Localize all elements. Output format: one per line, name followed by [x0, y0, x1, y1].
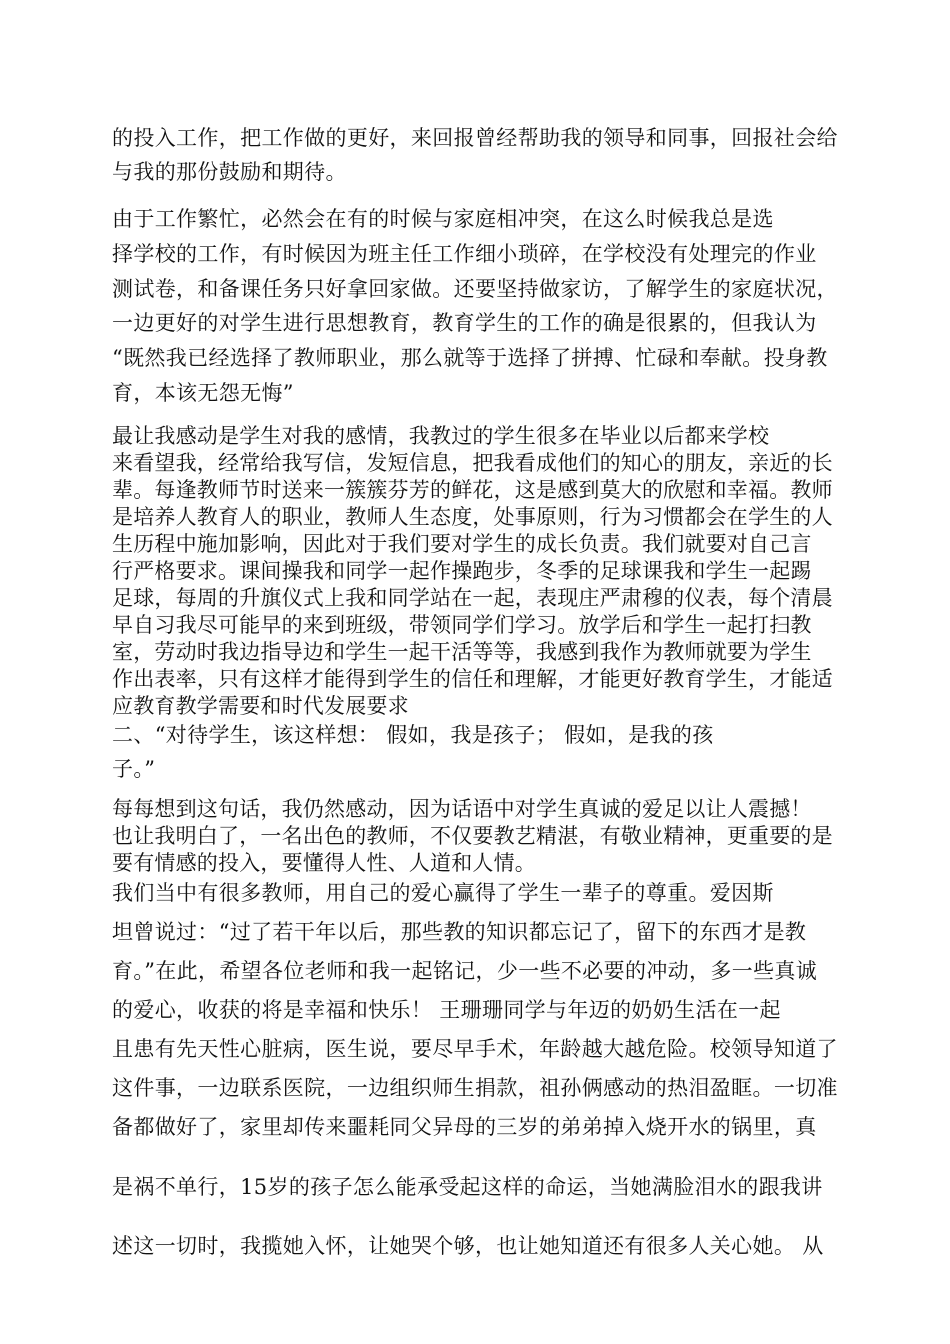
text-line: 足球，每周的升旗仪式上我和同学站在一起，表现庄严肃穆的仪表，每个清晨 [112, 586, 833, 610]
text-line: 应教育教学需要和时代发展要求 [112, 694, 409, 718]
text-line: 测试卷，和备课任务只好拿回家做。还要坚持做家访，了解学生的家庭状况， [112, 277, 838, 301]
text-line: 育。”在此，希望各位老师和我一起铭记，少一些不必要的冲动，多一些真诚 [112, 959, 818, 983]
text-line: 子。” [112, 757, 156, 781]
text-line: 每每想到这句话，我仍然感动，因为话语中对学生真诚的爱足以让人震撼！ [112, 797, 812, 821]
text-line: 是祸不单行，15岁的孩子怎么能承受起这样的命运，当她满脸泪水的跟我讲 [112, 1175, 823, 1199]
text-line: 坦曾说过：“过了若干年以后，那些教的知识都忘记了，留下的东西才是教 [112, 920, 807, 944]
text-line: 要有情感的投入，要懂得人性、人道和人情。 [112, 851, 536, 875]
text-line: 是培养人教育人的职业，教师人生态度，处事原则，行为习惯都会在学生的人 [112, 505, 833, 529]
text-line: 生历程中施加影响，因此对于我们要对学生的成长负责。我们就要对自己言 [112, 532, 812, 556]
text-line: 早自习我尽可能早的来到班级，带领同学们学习。放学后和学生一起打扫教 [112, 613, 812, 637]
text-line: 作出表率，只有这样才能得到学生的信任和理解，才能更好教育学生，才能适 [112, 667, 833, 691]
text-line: 的爱心，收获的将是幸福和快乐！ 王珊珊同学与年迈的奶奶生活在一起 [112, 998, 781, 1022]
text-line: 二、“对待学生，该这样想： 假如，我是孩子； 假如，是我的孩 [112, 723, 714, 747]
text-line: 的投入工作，把工作做的更好，来回报曾经帮助我的领导和同事，回报社会给 [112, 126, 838, 150]
text-line: 行严格要求。课间操我和同学一起作操跑步，冬季的足球课我和学生一起踢 [112, 559, 812, 583]
text-line: 来看望我，经常给我写信，发短信息，把我看成他们的知心的朋友，亲近的长 [112, 451, 833, 475]
text-line: 由于工作繁忙，必然会在有的时候与家庭相冲突，在这么时候我总是选 [112, 207, 774, 231]
text-line: 与我的那份鼓励和期待。 [112, 160, 347, 184]
text-line: 且患有先天性心脏病，医生说，要尽早手术，年龄越大越危险。校领导知道了 [112, 1037, 838, 1061]
text-line: 育，本该无怨无悔” [112, 381, 294, 405]
text-line: 一边更好的对学生进行思想教育，教育学生的工作的确是很累的，但我认为 [112, 311, 817, 335]
text-line: 我们当中有很多教师，用自己的爱心赢得了学生一辈子的尊重。爱因斯 [112, 881, 774, 905]
text-line: 备都做好了，家里却传来噩耗同父异母的三岁的弟弟掉入烧开水的锅里，真 [112, 1115, 817, 1139]
text-line: 最让我感动是学生对我的感情，我教过的学生很多在毕业以后都来学校 [112, 424, 770, 448]
text-line: 室，劳动时我边指导边和学生一起干活等等，我感到我作为教师就要为学生 [112, 640, 812, 664]
text-line: 辈。每逢教师节时送来一簇簇芬芳的鲜花，这是感到莫大的欣慰和幸福。教师 [112, 478, 833, 502]
text-line: 这件事，一边联系医院，一边组织师生捐款，祖孙俩感动的热泪盈眶。一切准 [112, 1076, 838, 1100]
text-line: “既然我已经选择了教师职业，那么就等于选择了拼搏、忙碌和奉献。投身教 [112, 346, 828, 370]
text-line: 述这一切时，我揽她入怀，让她哭个够，也让她知道还有很多人关心她。 从 [112, 1234, 824, 1258]
text-line: 择学校的工作，有时候因为班主任工作细小琐碎，在学校没有处理完的作业 [112, 242, 817, 266]
text-line: 也让我明白了，一名出色的教师，不仅要教艺精湛，有敬业精神，更重要的是 [112, 824, 833, 848]
